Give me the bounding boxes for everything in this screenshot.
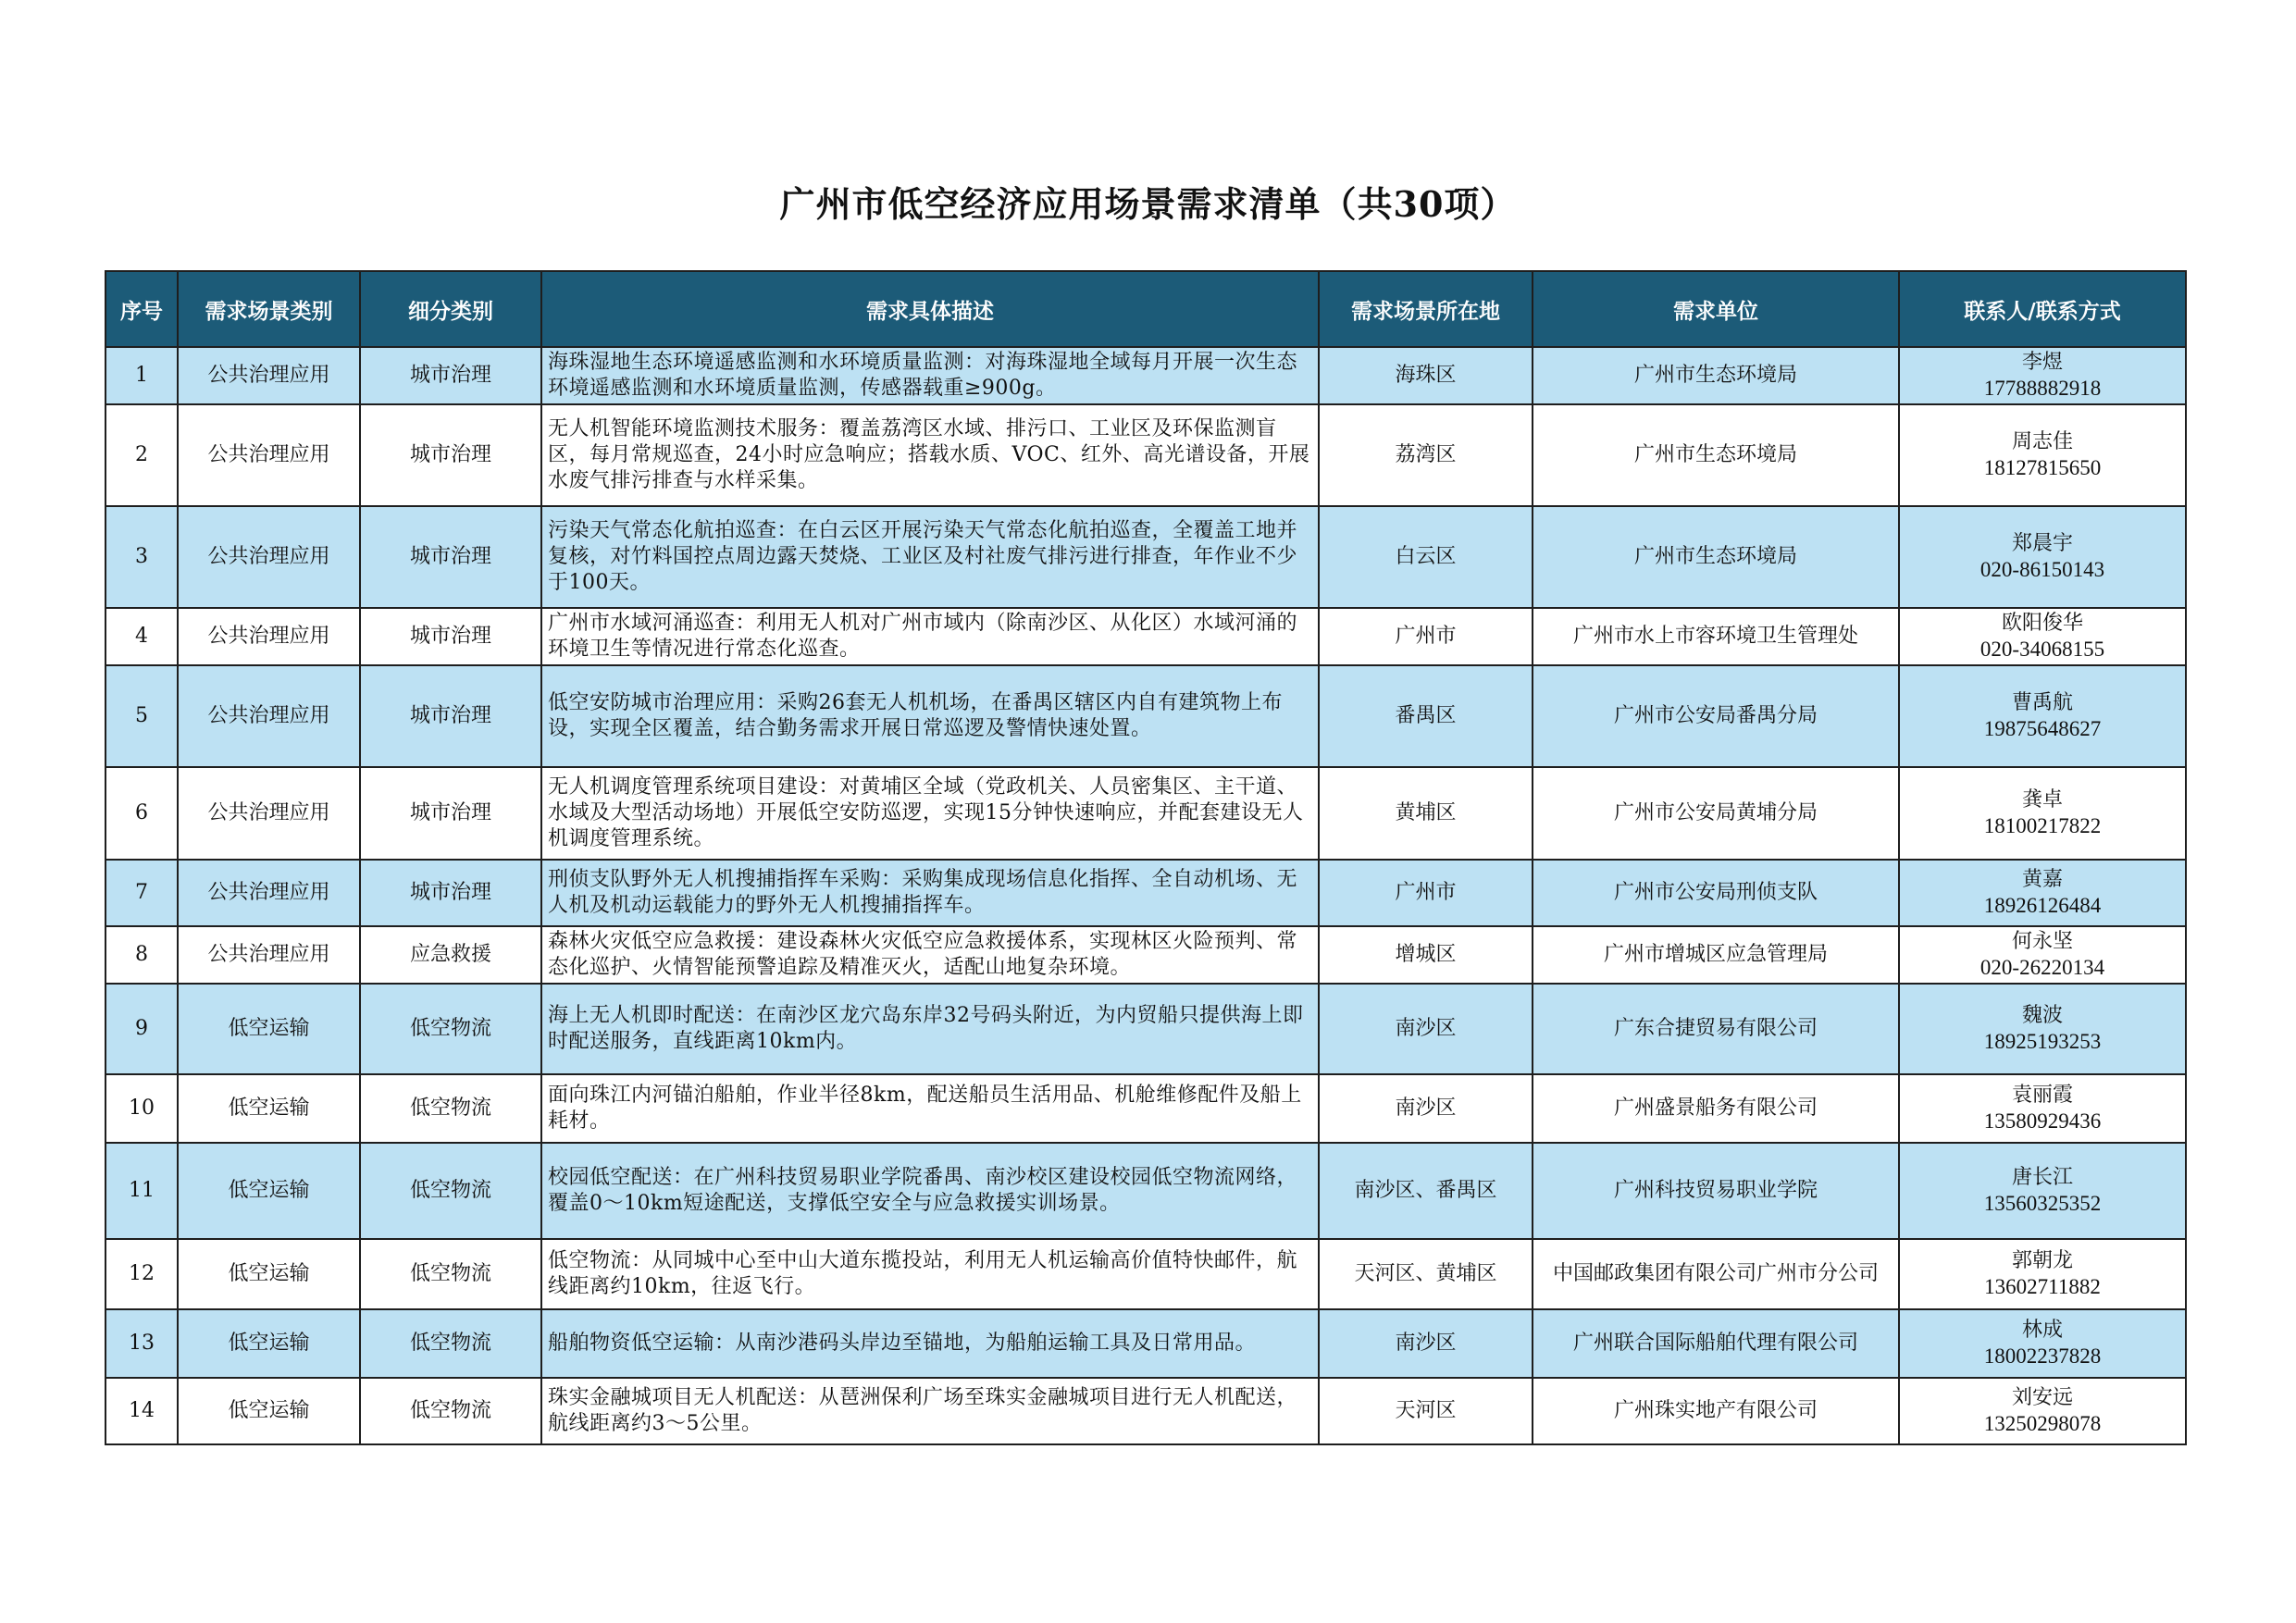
- row-unit: 广州市公安局番禺分局: [1533, 665, 1899, 767]
- row-category: 公共治理应用: [178, 506, 360, 608]
- row-description: 无人机智能环境监测技术服务：覆盖荔湾区水域、排污口、工业区及环保监测盲区，每月常规巡查，24小时应急响应；搭载水质、VOC、红外、高光谱设备，开展水废气排污排查与水样采集。: [541, 404, 1319, 506]
- row-location: 南沙区: [1319, 1309, 1533, 1378]
- row-subcategory: 低空物流: [360, 1309, 541, 1378]
- row-contact: [1899, 1309, 2186, 1378]
- row-no: 10: [105, 1074, 178, 1143]
- header-subcategory: 细分类别: [360, 271, 541, 347]
- demand-table: [105, 270, 2187, 1445]
- table-row: [105, 926, 2186, 984]
- row-subcategory: 城市治理: [360, 347, 541, 404]
- row-unit: 广州市生态环境局: [1533, 404, 1899, 506]
- row-location: 南沙区: [1319, 984, 1533, 1074]
- contact-phone: 13602711882: [1984, 1275, 2101, 1298]
- row-no: 12: [105, 1239, 178, 1309]
- contact-phone: 13560325352: [1983, 1192, 2102, 1215]
- row-subcategory: 城市治理: [360, 506, 541, 608]
- header-category: 需求场景类别: [178, 271, 360, 347]
- header-no: 序号: [105, 271, 178, 347]
- table-row: [105, 984, 2186, 1074]
- contact-phone: 18925193253: [1983, 1030, 2102, 1053]
- row-location: 南沙区、番禺区: [1319, 1143, 1533, 1239]
- row-location: 天河区、黄埔区: [1319, 1239, 1533, 1309]
- row-no: 1: [105, 347, 178, 404]
- table-row: [105, 665, 2186, 767]
- contact-name: 刘安远: [2011, 1386, 2073, 1409]
- contact-phone: 19875648627: [1983, 717, 2102, 740]
- table-row: [105, 347, 2186, 404]
- row-subcategory: 低空物流: [360, 984, 541, 1074]
- row-subcategory: 城市治理: [360, 767, 541, 860]
- row-description: 刑侦支队野外无人机搜捕指挥车采购：采购集成现场信息化指挥、全自动机场、无人机及机动运载能力的野外无人机搜捕指挥车。: [541, 860, 1319, 926]
- contact-phone: 18127815650: [1983, 456, 2102, 479]
- row-contact: [1899, 984, 2186, 1074]
- row-category: 公共治理应用: [178, 767, 360, 860]
- contact-name: 李煜: [2021, 351, 2063, 374]
- row-category: 低空运输: [178, 1309, 360, 1378]
- row-location: 天河区: [1319, 1378, 1533, 1444]
- row-unit: 广州珠实地产有限公司: [1533, 1378, 1899, 1444]
- row-description: 珠实金融城项目无人机配送：从琶洲保利广场至珠实金融城项目进行无人机配送，航线距离约3～5公里。: [541, 1378, 1319, 1444]
- row-subcategory: 应急救援: [360, 926, 541, 984]
- row-unit: 广州市公安局刑侦支队: [1533, 860, 1899, 926]
- contact-name: 周志佳: [2011, 430, 2073, 453]
- contact-phone: 18002237828: [1983, 1344, 2102, 1368]
- header-unit: 需求单位: [1533, 271, 1899, 347]
- row-contact: [1899, 1239, 2186, 1309]
- row-no: 6: [105, 767, 178, 860]
- row-description: 无人机调度管理系统项目建设：对黄埔区全域（党政机关、人员密集区、主干道、水域及大型活动场地）开展低空安防巡逻，实现15分钟快速响应，并配套建设无人机调度管理系统。: [541, 767, 1319, 860]
- header-contact: 联系人/联系方式: [1899, 271, 2186, 347]
- contact-name: 袁丽霞: [2011, 1084, 2073, 1107]
- contact-name: 郭朝龙: [2011, 1249, 2073, 1272]
- row-category: 公共治理应用: [178, 926, 360, 984]
- row-location: 广州市: [1319, 860, 1533, 926]
- row-contact: [1899, 608, 2186, 665]
- row-no: 7: [105, 860, 178, 926]
- table-row: [105, 608, 2186, 665]
- row-contact: [1899, 926, 2186, 984]
- page-title: 广州市低空经济应用场景需求清单（共30项）: [779, 183, 1517, 225]
- row-unit: 广东合捷贸易有限公司: [1533, 984, 1899, 1074]
- table-row: [105, 1239, 2186, 1309]
- row-location: 番禺区: [1319, 665, 1533, 767]
- row-category: 低空运输: [178, 984, 360, 1074]
- table-row: [105, 1074, 2186, 1143]
- contact-phone: 020-34068155: [1980, 638, 2105, 661]
- row-subcategory: 低空物流: [360, 1074, 541, 1143]
- table-row: [105, 506, 2186, 608]
- row-category: 低空运输: [178, 1239, 360, 1309]
- row-location: 南沙区: [1319, 1074, 1533, 1143]
- row-location: 增城区: [1319, 926, 1533, 984]
- row-subcategory: 城市治理: [360, 404, 541, 506]
- row-description: 污染天气常态化航拍巡查：在白云区开展污染天气常态化航拍巡查，全覆盖工地并复核，对竹料国控点周边露天焚烧、工业区及村社废气排污进行排查，年作业不少于100天。: [541, 506, 1319, 608]
- row-location: 广州市: [1319, 608, 1533, 665]
- row-subcategory: 城市治理: [360, 665, 541, 767]
- row-subcategory: 城市治理: [360, 608, 541, 665]
- row-description: 海上无人机即时配送：在南沙区龙穴岛东岸32号码头附近，为内贸船只提供海上即时配送服务，直线距离10km内。: [541, 984, 1319, 1074]
- row-unit: 广州市增城区应急管理局: [1533, 926, 1899, 984]
- contact-name: 曹禹航: [2011, 691, 2073, 714]
- contact-name: 何永坚: [2011, 930, 2073, 953]
- row-category: 低空运输: [178, 1378, 360, 1444]
- row-unit: 中国邮政集团有限公司广州市分公司: [1533, 1239, 1899, 1309]
- row-subcategory: 低空物流: [360, 1143, 541, 1239]
- table-header-row: [105, 271, 2186, 347]
- contact-phone: 18100217822: [1983, 814, 2102, 837]
- row-description: 广州市水域河涌巡查：利用无人机对广州市域内（除南沙区、从化区）水域河涌的环境卫生等情况进行常态化巡查。: [541, 608, 1319, 665]
- row-category: 低空运输: [178, 1074, 360, 1143]
- row-subcategory: 低空物流: [360, 1378, 541, 1444]
- contact-phone: 13250298078: [1983, 1412, 2102, 1435]
- contact-phone: 18926126484: [1983, 894, 2102, 917]
- row-category: 公共治理应用: [178, 608, 360, 665]
- row-no: 11: [105, 1143, 178, 1239]
- row-category: 低空运输: [178, 1143, 360, 1239]
- table-row: [105, 1143, 2186, 1239]
- row-unit: 广州市水上市容环境卫生管理处: [1533, 608, 1899, 665]
- row-unit: 广州科技贸易职业学院: [1533, 1143, 1899, 1239]
- row-description: 船舶物资低空运输：从南沙港码头岸边至锚地，为船舶运输工具及日常用品。: [541, 1309, 1319, 1378]
- row-contact: [1899, 506, 2186, 608]
- row-unit: 广州市生态环境局: [1533, 506, 1899, 608]
- row-no: 3: [105, 506, 178, 608]
- row-unit: 广州联合国际船舶代理有限公司: [1533, 1309, 1899, 1378]
- row-no: 8: [105, 926, 178, 984]
- row-subcategory: 城市治理: [360, 860, 541, 926]
- row-contact: [1899, 1143, 2186, 1239]
- row-location: 黄埔区: [1319, 767, 1533, 860]
- contact-name: 魏波: [2021, 1004, 2063, 1027]
- row-category: 公共治理应用: [178, 347, 360, 404]
- table-row: [105, 404, 2186, 506]
- contact-name: 唐长江: [2011, 1166, 2073, 1189]
- contact-phone: 020-86150143: [1980, 558, 2105, 581]
- row-category: 公共治理应用: [178, 404, 360, 506]
- row-contact: [1899, 347, 2186, 404]
- row-category: 公共治理应用: [178, 665, 360, 767]
- row-contact: [1899, 404, 2186, 506]
- row-contact: [1899, 665, 2186, 767]
- row-contact: [1899, 767, 2186, 860]
- row-no: 9: [105, 984, 178, 1074]
- row-location: 白云区: [1319, 506, 1533, 608]
- contact-name: 林成: [2021, 1319, 2063, 1342]
- row-description: 低空物流：从同城中心至中山大道东揽投站，利用无人机运输高价值特快邮件，航线距离约10km，往返飞行。: [541, 1239, 1319, 1309]
- contact-phone: 17788882918: [1983, 377, 2102, 400]
- row-location: 海珠区: [1319, 347, 1533, 404]
- row-contact: [1899, 1378, 2186, 1444]
- contact-name: 欧阳俊华: [2001, 612, 2083, 635]
- row-description: 面向珠江内河锚泊船舶，作业半径8km，配送船员生活用品、机舱维修配件及船上耗材。: [541, 1074, 1319, 1143]
- row-no: 2: [105, 404, 178, 506]
- row-unit: 广州市公安局黄埔分局: [1533, 767, 1899, 860]
- table-row: [105, 860, 2186, 926]
- row-contact: [1899, 1074, 2186, 1143]
- contact-name: 郑晨宇: [2011, 532, 2073, 555]
- row-location: 荔湾区: [1319, 404, 1533, 506]
- row-description: 低空安防城市治理应用：采购26套无人机机场，在番禺区辖区内自有建筑物上布设，实现全区覆盖，结合勤务需求开展日常巡逻及警情快速处置。: [541, 665, 1319, 767]
- row-unit: 广州盛景船务有限公司: [1533, 1074, 1899, 1143]
- contact-name: 黄嘉: [2021, 868, 2063, 891]
- row-contact: [1899, 860, 2186, 926]
- table-row: [105, 1378, 2186, 1444]
- row-category: 公共治理应用: [178, 860, 360, 926]
- contact-name: 龚卓: [2021, 788, 2063, 812]
- row-description: 校园低空配送：在广州科技贸易职业学院番禺、南沙校区建设校园低空物流网络，覆盖0～10km短途配送，支撑低空安全与应急救援实训场景。: [541, 1143, 1319, 1239]
- contact-phone: 020-26220134: [1980, 956, 2105, 979]
- table-row: [105, 767, 2186, 860]
- row-unit: 广州市生态环境局: [1533, 347, 1899, 404]
- header-description: 需求具体描述: [541, 271, 1319, 347]
- row-description: 森林火灾低空应急救援：建设森林火灾低空应急救援体系，实现林区火险预判、常态化巡护、火情智能预警追踪及精准灭火，适配山地复杂环境。: [541, 926, 1319, 984]
- row-subcategory: 低空物流: [360, 1239, 541, 1309]
- table-row: [105, 1309, 2186, 1378]
- row-no: 14: [105, 1378, 178, 1444]
- header-location: 需求场景所在地: [1319, 271, 1533, 347]
- row-no: 5: [105, 665, 178, 767]
- row-no: 13: [105, 1309, 178, 1378]
- contact-phone: 13580929436: [1983, 1109, 2102, 1133]
- row-description: 海珠湿地生态环境遥感监测和水环境质量监测：对海珠湿地全域每月开展一次生态环境遥感监测和水环境质量监测，传感器载重≥900g。: [541, 347, 1319, 404]
- row-no: 4: [105, 608, 178, 665]
